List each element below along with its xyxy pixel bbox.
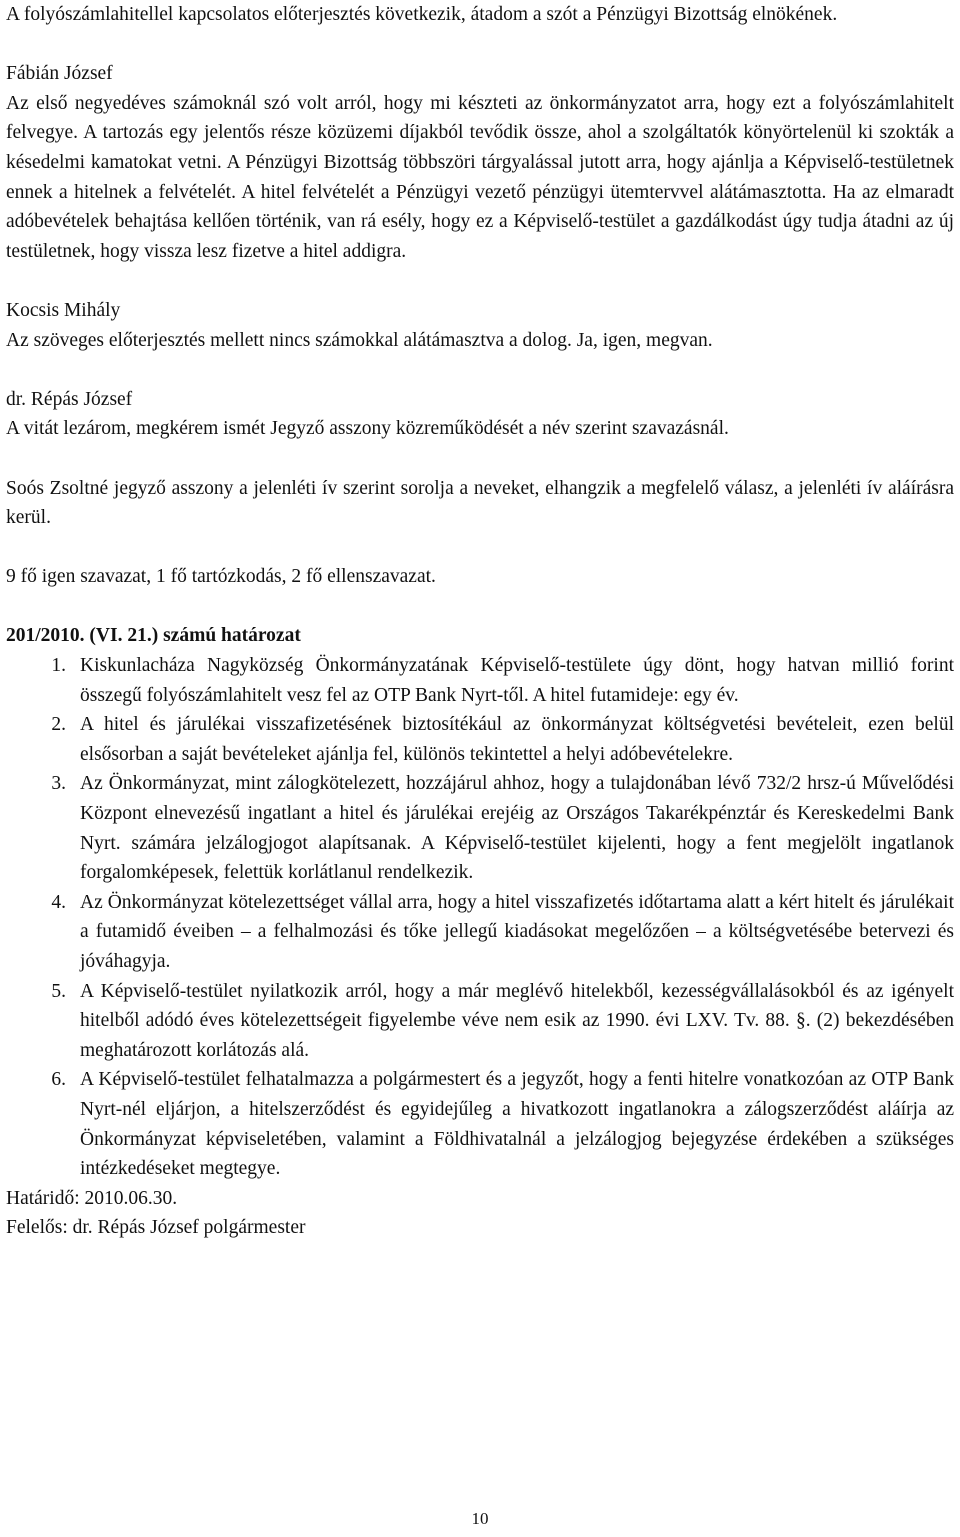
item-number: 2. bbox=[51, 714, 66, 736]
item-text: Az Önkormányzat kötelezettséget vállal arra, hogy a hitel visszafizetés időtartama alatt a kért hitelt és járulékait a futamidő éveiben – a felhalmozási és tőke jellegű kiadásokat megelőzően – a költségvetésébe betervezi és jóváhagyja. bbox=[80, 891, 954, 972]
item-text: A Képviselő-testület nyilatkozik arról, hogy a már meglévő hitelekből, kezességvállalásokból és az igényelt hitelből adódó éves kötelezettségeit figyelembe véve nem esik az 1990. évi LXV. Tv. 88. §. (2) bekezdésében meghatározott korlátozás alá. bbox=[80, 980, 954, 1061]
resolution-item bbox=[6, 769, 954, 887]
resolution-item bbox=[6, 1065, 954, 1183]
intro-paragraph: A folyószámlahitellel kapcsolatos előterjesztés következik, átadom a szót a Pénzügyi Bizottság elnökének. bbox=[6, 4, 838, 25]
resolution-title: 201/2010. (VI. 21.) számú határozat bbox=[6, 625, 301, 647]
resolution-item bbox=[6, 888, 954, 977]
resolution-item bbox=[6, 651, 954, 710]
spacer bbox=[6, 30, 954, 60]
speech-repas: A vitát lezárom, megkérem ismét Jegyző asszony közreműködését a név szerint szavazásnál. bbox=[6, 418, 729, 440]
item-text: Kiskunlacháza Nagyközség Önkormányzatának Képviselő-testülete úgy dönt, hogy hatvan millió forint összegű folyószámlahitelt vesz fel az OTP Bank Nyrt-től. A hitel futamideje: egy év. bbox=[80, 655, 954, 706]
vote-result: 9 fő igen szavazat, 1 fő tartózkodás, 2 fő ellenszavazat. bbox=[6, 566, 436, 588]
speech-kocsis: Az szöveges előterjesztés mellett nincs számokkal alátámasztva a dolog. Ja, igen, megvan. bbox=[6, 329, 713, 351]
resolution-item bbox=[6, 977, 954, 1066]
item-number: 1. bbox=[51, 655, 66, 677]
spacer bbox=[6, 533, 954, 563]
speech-fabian: Az első negyedéves számoknál szó volt arról, hogy mi készteti az önkormányzatot arra, hogy ezt a folyószámlahitelt felvegye. A tartozás egy jelentős része közüzemi díjakból tevődik össze, ahol a szolgáltatók könyörtelenül ki szokták a késedelmi kamatokat vetni. A Pénzügyi Bizottság többszöri tárgyalással jutott arra, hogy ajánlja a Képviselő-testületnek ennek a hitelnek a felvételét. A hitel felvételét a Pénzügyi vezető pénzügyi ütemtervvel alátámasztotta. Ha az elmaradt adóbevételek behajtása kellően történik, van rá esély, hogy ez a Képviselő-testület a gazdálkodást úgy tudja átadni az új testületnek, hogy vissza lesz fizetve a hitel addigra. bbox=[6, 92, 954, 262]
item-number: 4. bbox=[51, 891, 66, 913]
item-number: 3. bbox=[51, 773, 66, 795]
resolution-item bbox=[6, 710, 954, 769]
spacer bbox=[6, 355, 954, 385]
item-number: 5. bbox=[51, 980, 66, 1002]
page-number: 10 bbox=[471, 1509, 489, 1528]
deadline: Határidő: 2010.06.30. bbox=[6, 1187, 178, 1209]
roll-call-paragraph: Soós Zsoltné jegyző asszony a jelenléti ív szerint sorolja a neveket, elhangzik a megfelelő válasz, a jelenléti ív aláírásra kerül. bbox=[6, 477, 954, 529]
spacer bbox=[6, 444, 954, 474]
speaker-kocsis: Kocsis Mihály bbox=[6, 299, 121, 321]
spacer bbox=[6, 266, 954, 296]
responsible: Felelős: dr. Répás József polgármester bbox=[6, 1217, 306, 1239]
spacer bbox=[6, 592, 954, 622]
item-text: A hitel és járulékai visszafizetésének biztosítékául az önkormányzat költségvetési bevételeit, ezen belül elsősorban a saját bevételeket ajánlja fel, különös tekintettel a helyi adóbevételekre. bbox=[80, 714, 954, 765]
item-text: A Képviselő-testület felhatalmazza a polgármestert és a jegyzőt, hogy a fenti hitelre vonatkozóan az OTP Bank Nyrt-nél eljárjon, a hitelszerződést és egyidejűleg a hivatkozott ingatlanokra a zálogszerződést aláírja az Önkormányzat képviseletében, valamint a Földhivatalnál a jelzálogjog bejegyzése érdekében a szükséges intézkedéseket megtegye. bbox=[80, 1069, 954, 1180]
item-text: Az Önkormányzat, mint zálogkötelezett, hozzájárul ahhoz, hogy a tulajdonában lévő 732/2 hrsz-ú Művelődési Központ elnevezésű ingatlant a hitel és járulékai erejéig az Országos Takarékpénztár és Kereskedelmi Bank Nyrt. számára jelzálogjogot alapítsanak. A Képviselő-testület kijelenti, hogy a fent megjelölt ingatlanok forgalomképesek, felettük korlátlanul rendelkezik. bbox=[80, 773, 954, 884]
item-number: 6. bbox=[51, 1069, 66, 1091]
speaker-repas: dr. Répás József bbox=[6, 388, 133, 410]
speaker-fabian: Fábián József bbox=[6, 63, 113, 85]
